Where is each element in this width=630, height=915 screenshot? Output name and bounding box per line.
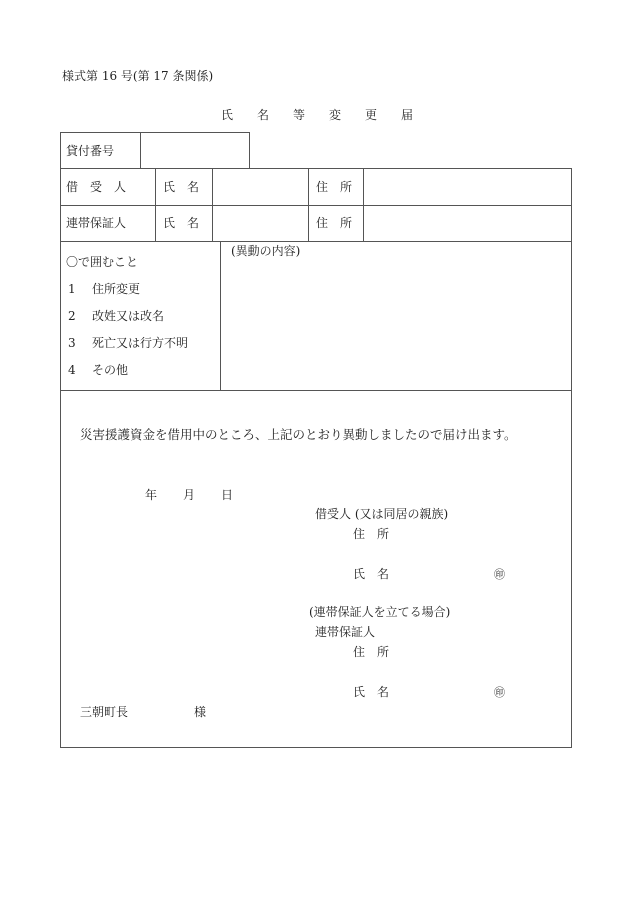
option-number: 4 [68, 363, 76, 377]
year-label: 年 [145, 488, 158, 502]
option-number: 1 [68, 282, 76, 296]
address-label-char: 所 [340, 216, 353, 230]
change-details-label: (異動の内容) [231, 244, 301, 258]
title-char: 届 [401, 108, 414, 122]
loan-number-label: 貸付番号 [66, 144, 115, 158]
option-address-change[interactable]: 住所変更 [92, 282, 141, 296]
divider [60, 205, 572, 206]
divider [155, 168, 156, 242]
declaration-statement: 災害援護資金を借用中のところ、上記のとおり異動しましたので届け出ます。 [80, 427, 517, 442]
address-label-char: 住 [316, 216, 329, 230]
guarantor-condition: (連帯保証人を立てる場合) [309, 605, 451, 619]
addressee-office: 三朝町長 [80, 705, 129, 719]
addressee-honorific: 様 [194, 705, 207, 719]
name-label-char: 名 [377, 567, 390, 581]
guarantor-heading: 連帯保証人 [315, 625, 376, 639]
role-char: 受 [90, 180, 103, 194]
option-number: 2 [68, 309, 76, 323]
role-char: 借 [66, 180, 79, 194]
name-label-char: 氏 [353, 567, 366, 581]
seal-mark: ㊞ [494, 568, 505, 581]
option-death-missing[interactable]: 死亡又は行方不明 [92, 336, 189, 350]
name-label-char: 名 [377, 685, 390, 699]
divider [308, 168, 309, 242]
address-label-char: 所 [377, 527, 390, 541]
title-char: 更 [365, 108, 378, 122]
divider [212, 168, 213, 242]
address-label-char: 住 [316, 180, 329, 194]
name-label-char: 氏 [163, 180, 176, 194]
divider [220, 241, 221, 391]
option-name-change[interactable]: 改姓又は改名 [92, 309, 165, 323]
option-number: 3 [68, 336, 76, 350]
title-char: 名 [257, 108, 270, 122]
name-label-char: 名 [187, 216, 200, 230]
divider [140, 132, 141, 169]
name-label-char: 氏 [353, 685, 366, 699]
address-label-char: 所 [377, 645, 390, 659]
name-label-char: 名 [187, 180, 200, 194]
form-number-label: 様式第 16 号(第 17 条関係) [62, 69, 214, 83]
name-label-char: 氏 [163, 216, 176, 230]
address-label-char: 住 [353, 527, 366, 541]
guarantor-role-label: 連帯保証人 [66, 216, 127, 230]
seal-mark: ㊞ [494, 686, 505, 699]
address-label-char: 所 [340, 180, 353, 194]
circle-instruction: 〇で囲むこと [66, 255, 139, 269]
title-char: 変 [329, 108, 342, 122]
month-label: 月 [183, 488, 196, 502]
day-label: 日 [221, 488, 234, 502]
borrower-heading: 借受人 (又は同居の親族) [315, 507, 449, 521]
title-char: 氏 [221, 108, 234, 122]
address-label-char: 住 [353, 645, 366, 659]
title-char: 等 [293, 108, 306, 122]
option-other[interactable]: その他 [92, 363, 129, 377]
role-char: 人 [114, 180, 127, 194]
divider [363, 168, 364, 242]
